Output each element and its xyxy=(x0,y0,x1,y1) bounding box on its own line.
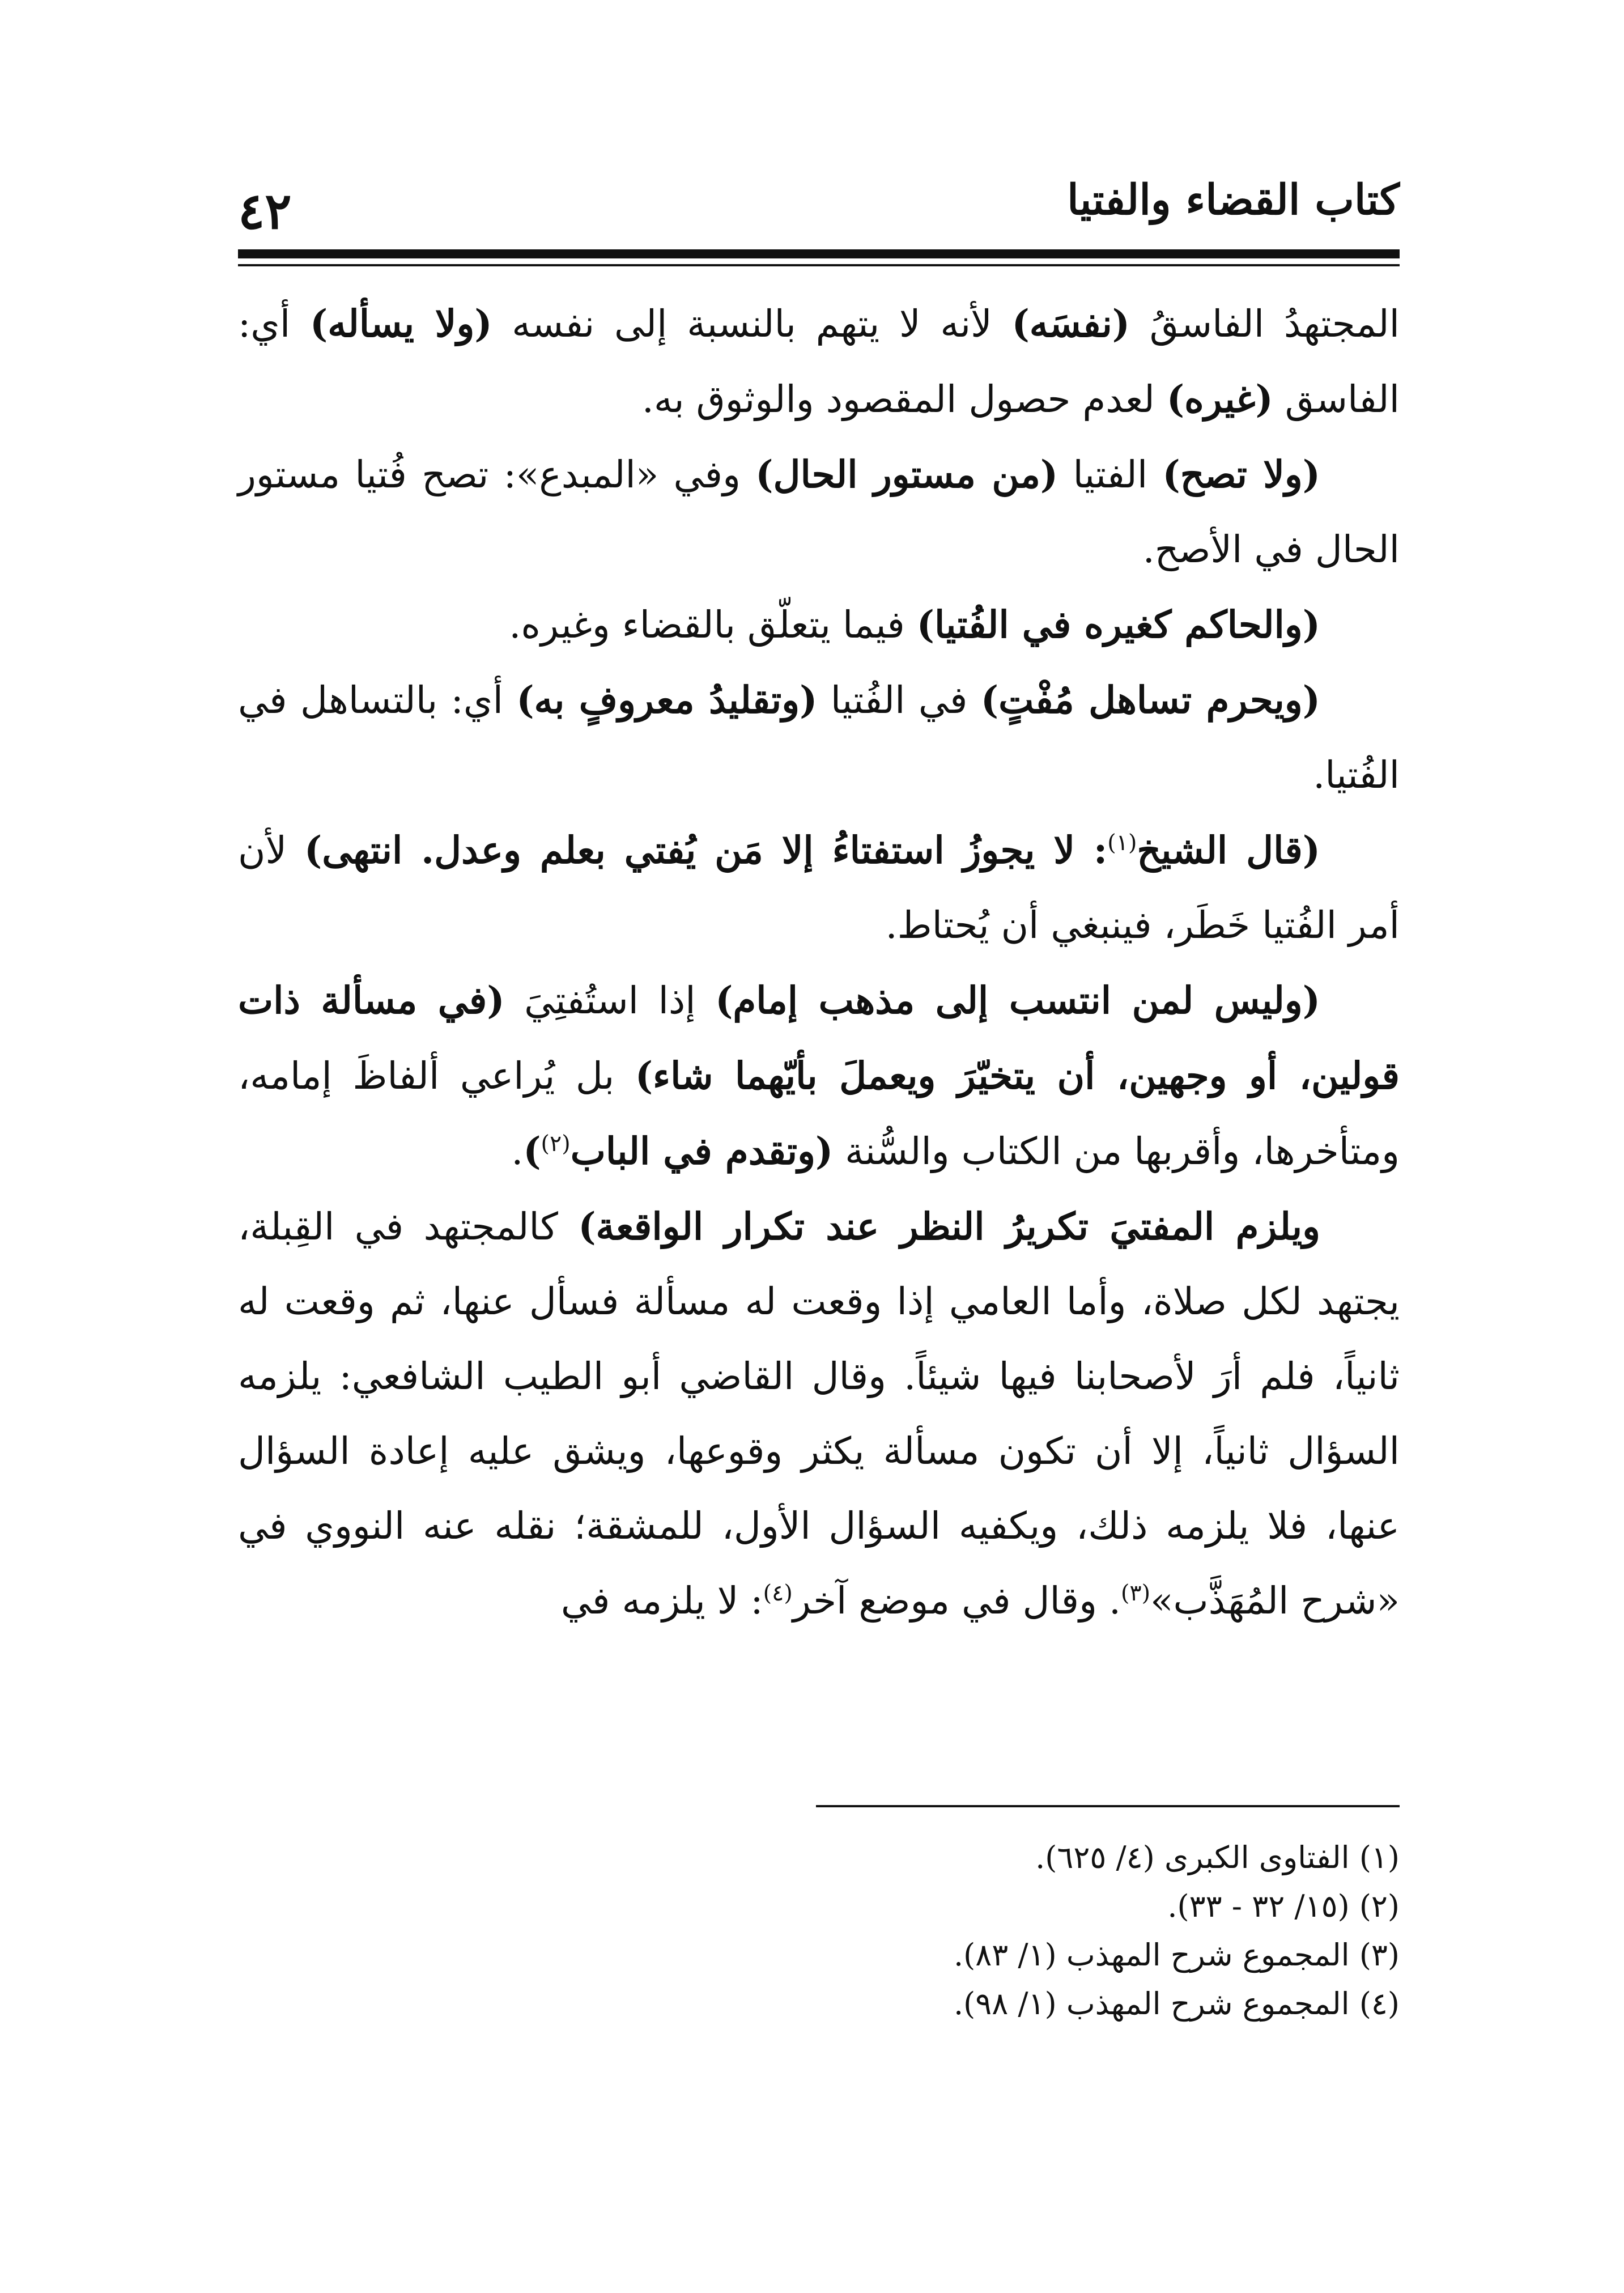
page-number: ٤٢ xyxy=(238,181,292,240)
footnote-3: (٣) المجموع شرح المهذب (١/ ٨٣). xyxy=(953,1937,1400,1973)
footnote-4: (٤) المجموع شرح المهذب (١/ ٩٨). xyxy=(953,1986,1400,2022)
matn-text: (من مستور الحال) xyxy=(755,452,1058,496)
matn-text: (قال الشيخ xyxy=(1137,828,1320,872)
sharh-text: لأن أمر الفُتيا خَطَر، فينبغي أن يُحتاط. xyxy=(238,829,1400,947)
running-title: كتاب القضاء والفتيا xyxy=(1067,176,1400,224)
sharh-text: . وقال في موضع آخر xyxy=(792,1579,1121,1623)
sharh-text: . xyxy=(511,1129,524,1173)
paragraph xyxy=(238,963,1400,1189)
footnote-marker: (٣) xyxy=(1120,1580,1151,1606)
paragraph xyxy=(238,1189,1400,1638)
matn-text: ) xyxy=(523,1129,541,1173)
matn-text: (وتقليدُ معروفٍ به) xyxy=(516,678,818,722)
footnote-marker: (٤) xyxy=(763,1580,793,1606)
paragraph xyxy=(238,437,1400,587)
sharh-text: فيما يتعلّق بالقضاء وغيره. xyxy=(509,603,917,647)
footnote-separator xyxy=(816,1805,1400,1807)
paragraph xyxy=(238,813,1400,963)
footnote-2: (٢) (١٥/ ٣٢ - ٣٣). xyxy=(1167,1888,1400,1924)
matn-text: (ويحرم تساهل مُفْتٍ) xyxy=(980,678,1321,722)
sharh-text: لأنه لا يتهم بالنسبة إلى نفسه xyxy=(492,302,1012,346)
footnote-marker: (١) xyxy=(1107,830,1137,856)
matn-text: (والحاكم كغيره في الفُتيا) xyxy=(916,602,1320,647)
matn-text: ويلزم المفتيَ تكريرُ النظر عند تكرار الواقعة) xyxy=(578,1204,1320,1249)
sharh-text: أي: الفاسق xyxy=(238,302,1400,421)
matn-text: (ولا يسأله) xyxy=(309,302,492,346)
sharh-text: بل يُراعي ألفاظَ إمامه، ومتأخرها، وأقربها من الكتاب والسُّنة xyxy=(238,1054,1400,1173)
matn-text: (وليس لمن انتسب إلى مذهب إمام) xyxy=(715,978,1321,1022)
footnote-1: (١) الفتاوى الكبرى (٤/ ٦٢٥). xyxy=(1035,1840,1400,1875)
sharh-text: وفي «المبدع»: تصح فُتيا مستور الحال في الأصح. xyxy=(238,453,1400,571)
paragraph xyxy=(238,587,1400,663)
footnotes xyxy=(238,1833,1400,2028)
sharh-text: المجتهدُ الفاسقُ xyxy=(1130,302,1400,346)
matn-text: : لا يجوزُ استفتاءُ إلا مَن يُفتي بعلم وعدل. انتهى) xyxy=(304,828,1108,872)
sharh-text: في الفُتيا xyxy=(817,678,981,722)
paragraph xyxy=(238,286,1400,437)
sharh-text: لعدم حصول المقصود والوثوق به. xyxy=(641,377,1167,421)
matn-text: (في مسألة ذات قولين، أو وجهين، أن يتخيّرَ ويعملَ بأيّهما شاء) xyxy=(238,978,1400,1098)
sharh-text: إذا استُفتِيَ xyxy=(504,979,716,1022)
matn-text: (وتقدم في الباب xyxy=(570,1129,834,1173)
sharh-text: كالمجتهد في القِبلة، يجتهد لكل صلاة، وأما العامي إذا وقعت له مسألة فسأل عنها، ثم وقعت له ثانياً، فلم أرَ لأصحابنا فيها شيئاً. وقال القاضي أبو الطيب الشافعي: يلزمه السؤال ثانياً، إلا أن تكون مسألة يكثر وقوعها، ويشق عليه إعادة السؤال عنها، فلا يلزمه ذلك، ويكفيه السؤال الأول، للمشقة؛ نقله عنه النووي في «شرح المُهَذَّب» xyxy=(238,1205,1400,1623)
matn-text: (ولا تصح) xyxy=(1162,452,1321,496)
matn-text: (غيره) xyxy=(1166,377,1273,421)
page-header xyxy=(238,170,1400,261)
matn-text: (نفسَه) xyxy=(1011,302,1130,346)
sharh-text: : لا يلزمه في xyxy=(560,1579,763,1623)
header-rule-thin xyxy=(238,264,1400,266)
sharh-text: أي: بالتساهل في الفُتيا. xyxy=(238,678,1400,797)
header-rule-thick xyxy=(238,249,1400,258)
paragraph xyxy=(238,663,1400,813)
footnote-marker: (٢) xyxy=(541,1131,571,1157)
sharh-text: الفتيا xyxy=(1058,453,1163,496)
main-text xyxy=(238,286,1400,1638)
